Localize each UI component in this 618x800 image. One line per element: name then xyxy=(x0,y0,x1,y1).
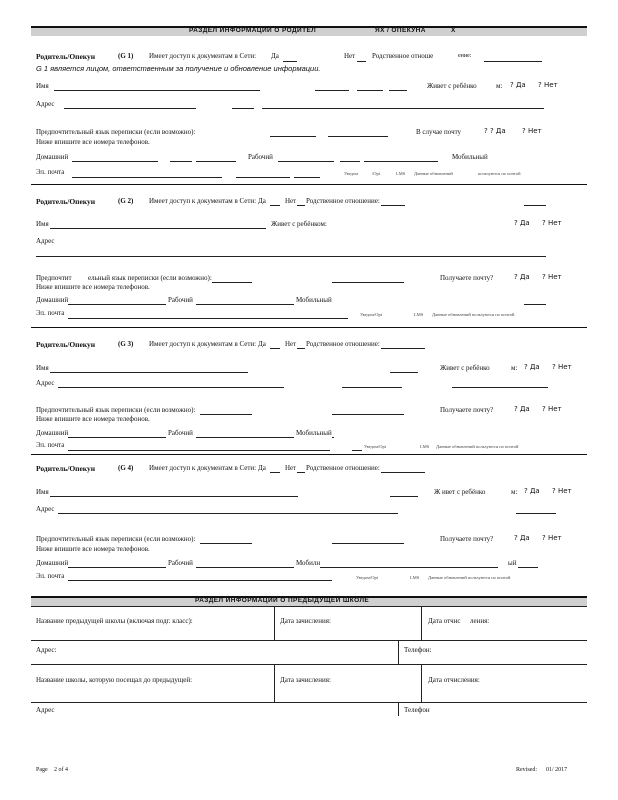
g4-lms[interactable]: LMS xyxy=(410,575,420,580)
g3-lives-end: м: xyxy=(511,364,518,372)
g3-notify-a[interactable]: Уведом/Opt xyxy=(364,444,387,449)
g4-mobile-label: Мобилн xyxy=(296,559,321,567)
g4-access-label: Имеет доступ к документам в Сети: xyxy=(149,464,257,472)
g1-relation-label: Родственное отноше xyxy=(372,52,434,60)
g1-work-field-2[interactable] xyxy=(340,161,360,162)
school-section-header xyxy=(31,596,587,606)
prev-exp-date-label-b: ления: xyxy=(470,617,490,625)
g1-address-field-3[interactable] xyxy=(262,108,544,109)
g3-work-field[interactable] xyxy=(196,437,294,438)
parent-section-header xyxy=(31,26,587,36)
g1-email-field-2[interactable] xyxy=(236,177,290,178)
g1-notify-b[interactable]: /Opt xyxy=(372,171,381,176)
g2-work-field[interactable] xyxy=(196,304,294,305)
divider-g3-g4 xyxy=(31,454,587,455)
g4-mail-no[interactable]: ? Нет xyxy=(542,534,562,542)
g2-name-label: Имя xyxy=(36,220,49,228)
g2-email-label: Эл. почта xyxy=(36,309,65,317)
g2-yes-line xyxy=(270,205,280,206)
g3-code: (G 3) xyxy=(118,340,134,348)
g2-mobile-label: Мобильный xyxy=(296,296,332,304)
g3-relation-field[interactable] xyxy=(381,348,425,349)
g4-name-label: Имя xyxy=(36,488,49,496)
g3-address-field[interactable] xyxy=(58,387,284,388)
g3-lives-no[interactable]: ? Нет xyxy=(552,363,572,371)
g2-relation-field-2[interactable] xyxy=(524,205,546,206)
g4-mail-yes[interactable]: ? Да xyxy=(514,534,530,542)
g3-phones-note: Ниже впишите все номера телефонов. xyxy=(36,415,150,423)
g3-language-field-2[interactable] xyxy=(332,414,404,415)
prev-exp-date-label-a[interactable]: Дата отчис xyxy=(428,617,461,625)
section-title-mid: ЯХ / ОПЕКУНА xyxy=(375,27,426,34)
g2-language-label-b: ельный язык переписки (если возможно): xyxy=(88,274,212,282)
school-col-divider xyxy=(421,606,422,640)
g3-home-label: Домашний xyxy=(36,429,69,437)
g1-relation-end: ение: xyxy=(458,53,472,59)
g4-lives-no[interactable]: ? Нет xyxy=(552,487,572,495)
g2-no-line xyxy=(297,205,305,206)
g3-access-label: Имеет доступ к документам в Сети: xyxy=(149,340,257,348)
g2-notify-a[interactable]: Уведом/Opt xyxy=(360,312,383,317)
g2-phones-note: Ниже впишите все номера телефонов. xyxy=(36,283,150,291)
g1-work-field[interactable] xyxy=(278,161,334,162)
g4-language-label: Предпочтительный язык переписки (если возможно): xyxy=(36,535,196,543)
g2-access-label: Имеет доступ к документам в Сети: xyxy=(149,197,257,205)
prev-school-address-label[interactable]: Адрес: xyxy=(36,646,57,654)
g3-address-field-2[interactable] xyxy=(342,387,402,388)
footer-page-number: 2 of 4 xyxy=(54,767,68,773)
school-col-divider xyxy=(421,664,422,702)
g3-email-field-2[interactable] xyxy=(352,450,362,451)
g3-access-yes[interactable]: Да xyxy=(258,340,266,348)
g1-lives-end: м: xyxy=(496,82,503,90)
g4-yes-line xyxy=(270,472,280,473)
school-row-line xyxy=(31,640,587,641)
g1-lms[interactable]: LMS xyxy=(396,171,406,176)
school-col-divider xyxy=(274,606,275,640)
g1-language-field-2[interactable] xyxy=(328,136,388,137)
g4-home-field[interactable] xyxy=(68,567,166,568)
prior-school-phone-label[interactable]: Телефон xyxy=(404,706,430,714)
g2-language-field-2[interactable] xyxy=(332,282,404,283)
g4-lives-label: Ж ивет с ребёнко xyxy=(434,488,486,496)
g1-name-label: Имя xyxy=(36,82,49,90)
g3-home-field[interactable] xyxy=(68,437,166,438)
g4-language-field-2[interactable] xyxy=(332,543,404,544)
g1-work-label: Рабочий xyxy=(248,153,273,161)
g2-work-label: Рабочий xyxy=(168,296,193,304)
g4-work-label: Рабочий xyxy=(168,559,193,567)
g2-lives-label: Живет с ребёнком: xyxy=(271,220,327,228)
g1-relation-field[interactable] xyxy=(484,61,542,62)
g1-lives-yes[interactable]: ? Да xyxy=(510,81,526,89)
g3-name-field-2[interactable] xyxy=(390,372,418,373)
g4-phones-note: Ниже впишите все номера телефонов. xyxy=(36,545,150,553)
g2-lives-no[interactable]: ? Нет xyxy=(542,219,562,227)
school-row-line xyxy=(31,606,587,607)
prior-school-name-label[interactable]: Название школы, которую посещал до предыдущей: xyxy=(36,676,193,684)
g2-lives-yes[interactable]: ? Да xyxy=(514,219,530,227)
school-col-divider xyxy=(398,702,399,716)
g3-notify-c: Данные обновлений пользуются по почтой xyxy=(436,444,519,449)
g3-access-no[interactable]: Нет xyxy=(285,340,297,348)
g1-mail-yes[interactable]: ? ? Да xyxy=(484,127,506,135)
g3-mobile-field[interactable] xyxy=(332,437,334,438)
footer-revised-label: Revised: xyxy=(516,767,537,773)
g2-home-field[interactable] xyxy=(68,304,166,305)
g4-mobile-field[interactable] xyxy=(320,567,498,568)
g1-name-field-4[interactable] xyxy=(389,90,407,91)
school-row-line xyxy=(31,664,587,665)
g3-relation-label: Родственное отношение: xyxy=(306,340,380,348)
g1-language-label: Предпочтительный язык переписки (если возможно): xyxy=(36,128,196,136)
g4-language-field[interactable] xyxy=(200,543,252,544)
g1-name-field-2[interactable] xyxy=(315,90,349,91)
divider-g1-g2 xyxy=(31,184,587,185)
g3-address-field-3[interactable] xyxy=(452,387,548,388)
g2-mail-yes[interactable]: ? Да xyxy=(514,273,530,281)
prev-enroll-date-label[interactable]: Дата зачисления: xyxy=(280,617,331,625)
g1-mail-no[interactable]: ? Нет xyxy=(522,127,542,135)
g4-mail-label: Получаете почту? xyxy=(440,535,494,543)
prior-enroll-date-label[interactable]: Дата зачисления: xyxy=(280,676,331,684)
footer-revised-date: 01/ 2017 xyxy=(546,767,568,773)
school-col-divider xyxy=(398,640,399,664)
g4-notify-c: Данные обновлений пользуются по почтой xyxy=(428,575,511,580)
school-section-title: РАЗДЕЛ ИНФОРМАЦИИ О ПРЕДЫДУЩЕЙ ШКОЛЕ xyxy=(195,597,370,604)
g1-work-field-3[interactable] xyxy=(364,161,438,162)
g4-email-label: Эл. почта xyxy=(36,572,65,580)
g3-mail-yes[interactable]: ? Да xyxy=(514,405,530,413)
g1-name-field[interactable] xyxy=(54,90,260,91)
g3-work-label: Рабочий xyxy=(168,429,193,437)
g1-notify-c: Данные обновлений xyxy=(414,171,453,176)
g3-lives-yes[interactable]: ? Да xyxy=(524,363,540,371)
g4-name-field[interactable] xyxy=(50,496,298,497)
prior-school-address-label[interactable]: Адрес xyxy=(36,706,55,714)
g4-relation-field[interactable] xyxy=(381,472,425,473)
g4-address-label: Адрес xyxy=(36,505,55,513)
g4-lives-yes[interactable]: ? Да xyxy=(524,487,540,495)
g4-mobile-end: ый xyxy=(508,559,517,567)
g2-home-label: Домашний xyxy=(36,296,69,304)
g1-responsible-note: G 1 является лицом, ответственным за получение и обновление информации. xyxy=(36,64,321,73)
g1-home-field-3[interactable] xyxy=(196,161,236,162)
g2-mail-no[interactable]: ? Нет xyxy=(542,273,562,281)
g3-lms[interactable]: LMS xyxy=(420,444,430,449)
g2-address-field[interactable] xyxy=(36,256,546,257)
g3-email-field[interactable] xyxy=(68,450,330,451)
g3-mobile-label: Мобильный xyxy=(296,429,332,437)
g2-mobile-field[interactable] xyxy=(524,304,546,305)
prior-exp-date-label[interactable]: Дата отчисления: xyxy=(428,676,480,684)
prev-school-name-label[interactable]: Название предыдущей школы (включая подг. класс): xyxy=(36,617,193,625)
g2-relation-field[interactable] xyxy=(381,205,405,206)
g3-lives-label: Живет с ребёнко xyxy=(440,364,490,372)
g1-phones-note: Ниже впишите все номера телефонов. xyxy=(36,138,150,146)
g2-lms[interactable]: LMS xyxy=(414,312,424,317)
g3-mail-no[interactable]: ? Нет xyxy=(542,405,562,413)
g1-address-label: Адрес xyxy=(36,100,55,108)
school-col-divider xyxy=(274,664,275,702)
g1-email-label: Эл. почта xyxy=(36,168,65,176)
g2-mail-label: Получаете почту? xyxy=(440,274,494,282)
g1-lives-no[interactable]: ? Нет xyxy=(538,81,558,89)
g3-name-field[interactable] xyxy=(50,372,248,373)
g2-label: Родитель/Опекун xyxy=(36,197,96,206)
g4-work-field[interactable] xyxy=(196,567,294,568)
g1-notify-d: пользуются по почтой xyxy=(478,171,521,176)
g4-lives-end: м: xyxy=(511,488,518,496)
g2-access-no[interactable]: Нет xyxy=(285,197,297,205)
g1-no-line xyxy=(357,61,366,62)
g4-access-no[interactable]: Нет xyxy=(285,464,297,472)
g3-no-line xyxy=(297,348,305,349)
g1-home-label: Домашний xyxy=(36,153,69,161)
prev-school-phone-label[interactable]: Телефон: xyxy=(404,646,432,654)
g4-name-field-2[interactable] xyxy=(390,496,418,497)
g3-address-label: Адрес xyxy=(36,379,55,387)
g2-code: (G 2) xyxy=(118,197,134,205)
g3-language-label: Предпочтительный язык переписки (если возможно): xyxy=(36,406,196,414)
g1-address-field-2[interactable] xyxy=(232,108,254,109)
g2-language-label-a: Предпочтит xyxy=(36,274,72,282)
school-row-line xyxy=(31,702,587,703)
g4-no-line xyxy=(297,472,305,473)
g1-home-field[interactable] xyxy=(72,161,158,162)
g4-notify-a[interactable]: Уведом/Opt xyxy=(356,575,379,580)
g1-access-yes[interactable]: Да xyxy=(271,52,279,60)
divider-g2-g3 xyxy=(31,327,587,328)
g1-code: (G 1) xyxy=(118,52,134,60)
g2-notify-c: Данные обновлений пользуются по почтой xyxy=(432,312,515,317)
section-title: РАЗДЕЛ ИНФОРМАЦИИ О РОДИТЕЛ xyxy=(189,27,317,34)
g3-name-label: Имя xyxy=(36,364,49,372)
g3-email-label: Эл. почта xyxy=(36,441,65,449)
g4-home-label: Домашний xyxy=(36,559,69,567)
g3-mail-label: Получаете почту? xyxy=(440,406,494,414)
g2-relation-label: Родственное отношение: xyxy=(306,197,380,205)
g4-mobile-field-2[interactable] xyxy=(518,567,538,568)
g1-lives-label: Живет с ребёнко xyxy=(427,82,477,90)
g1-access-label: Имеет доступ к документам в Сети: xyxy=(149,52,257,60)
g1-address-field[interactable] xyxy=(64,108,196,109)
g3-label: Родитель/Опекун xyxy=(36,340,96,349)
g3-language-field[interactable] xyxy=(200,414,252,415)
g3-yes-line xyxy=(270,348,280,349)
g1-access-no[interactable]: Нет xyxy=(344,52,356,60)
g2-email-field[interactable] xyxy=(68,318,348,319)
g2-language-field[interactable] xyxy=(212,282,252,283)
g1-email-field-3[interactable] xyxy=(294,177,320,178)
g2-access-yes[interactable]: Да xyxy=(258,197,266,205)
g4-code: (G 4) xyxy=(118,464,134,472)
g1-language-field[interactable] xyxy=(270,136,316,137)
g1-email-field[interactable] xyxy=(72,177,222,178)
g1-notify-a[interactable]: Уведом xyxy=(344,171,359,176)
g1-label: Родитель/Опекун xyxy=(36,52,96,61)
g1-yes-line xyxy=(283,61,297,62)
g4-address-field[interactable] xyxy=(58,513,398,514)
g4-label: Родитель/Опекун xyxy=(36,464,96,473)
g1-name-field-3[interactable] xyxy=(357,90,383,91)
g4-address-field-2[interactable] xyxy=(516,513,556,514)
g2-address-label: Адрес xyxy=(36,237,55,245)
g1-mail-label: В случае почту xyxy=(416,128,462,136)
g1-home-field-2[interactable] xyxy=(170,161,192,162)
g4-email-field[interactable] xyxy=(68,580,332,581)
g4-access-yes[interactable]: Да xyxy=(258,464,266,472)
g1-mobile-label: Мобильный xyxy=(452,153,488,161)
footer-page-label: Page xyxy=(36,767,48,773)
g4-relation-label: Родственное отношение: xyxy=(306,464,380,472)
section-title-end: Х xyxy=(451,27,456,34)
g2-name-field[interactable] xyxy=(50,228,266,229)
